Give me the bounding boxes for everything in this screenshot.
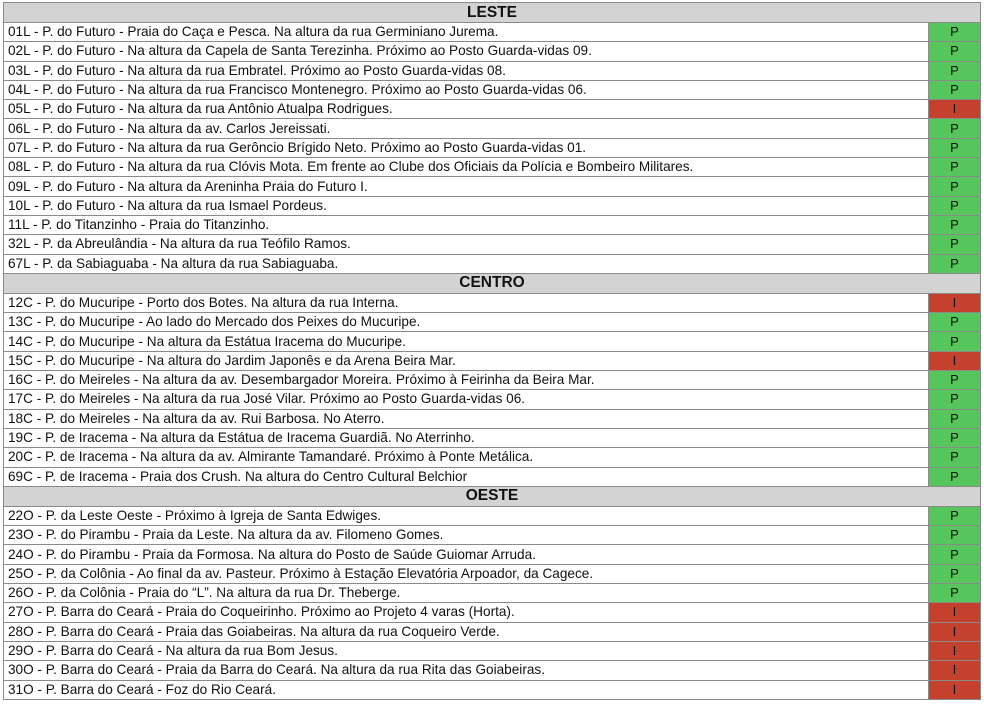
table-row <box>4 371 981 390</box>
table-row <box>4 661 981 680</box>
point-description: 15C - P. do Mucuripe - Na altura do Jardim Japonês e da Arena Beira Mar. <box>4 351 929 370</box>
section-header-oeste <box>4 486 981 506</box>
point-description: 10L - P. do Futuro - Na altura da rua Ismael Pordeus. <box>4 196 929 215</box>
point-description: 69C - P. de Iracema - Praia dos Crush. Na altura do Centro Cultural Belchior <box>4 467 929 486</box>
status-improper-badge: I <box>928 351 980 370</box>
section-header-leste <box>4 3 981 23</box>
status-proper-badge: P <box>928 235 980 254</box>
status-proper-badge: P <box>928 564 980 583</box>
table-row <box>4 158 981 177</box>
status-proper-badge: P <box>928 80 980 99</box>
point-description: 22O - P. da Leste Oeste - Próximo à Igreja de Santa Edwiges. <box>4 506 929 525</box>
status-improper-badge: I <box>928 680 980 699</box>
section-title: OESTE <box>4 486 981 506</box>
status-proper-badge: P <box>928 313 980 332</box>
point-description: 18C - P. do Meireles - Na altura da av. Rui Barbosa. No Aterro. <box>4 409 929 428</box>
point-description: 17C - P. do Meireles - Na altura da rua José Vilar. Próximo ao Posto Guarda-vidas 06. <box>4 390 929 409</box>
table-row <box>4 622 981 641</box>
table-row <box>4 313 981 332</box>
status-proper-badge: P <box>928 526 980 545</box>
status-proper-badge: P <box>928 138 980 157</box>
status-improper-badge: I <box>928 622 980 641</box>
point-description: 13C - P. do Mucuripe - Ao lado do Mercado dos Peixes do Mucuripe. <box>4 313 929 332</box>
point-description: 08L - P. do Futuro - Na altura da rua Clóvis Mota. Em frente ao Clube dos Oficiais da Polícia e Bombeiro Militares. <box>4 158 929 177</box>
point-description: 26O - P. da Colônia - Praia do “L”. Na altura da rua Dr. Theberge. <box>4 584 929 603</box>
table-row <box>4 80 981 99</box>
table-row <box>4 351 981 370</box>
status-proper-badge: P <box>928 409 980 428</box>
point-description: 16C - P. do Meireles - Na altura da av. Desembargador Moreira. Próximo à Feirinha da Beira Mar. <box>4 371 929 390</box>
status-proper-badge: P <box>928 254 980 273</box>
point-description: 04L - P. do Futuro - Na altura da rua Francisco Montenegro. Próximo ao Posto Guarda-vidas 06. <box>4 80 929 99</box>
point-description: 25O - P. da Colônia - Ao final da av. Pasteur. Próximo à Estação Elevatória Arpoador, da Cagece. <box>4 564 929 583</box>
point-description: 20C - P. de Iracema - Na altura da av. Almirante Tamandaré. Próximo à Ponte Metálica. <box>4 448 929 467</box>
point-description: 32L - P. da Abreulândia - Na altura da rua Teófilo Ramos. <box>4 235 929 254</box>
point-description: 02L - P. do Futuro - Na altura da Capela de Santa Terezinha. Próximo ao Posto Guarda-vidas 09. <box>4 42 929 61</box>
table-row <box>4 61 981 80</box>
status-improper-badge: I <box>928 661 980 680</box>
status-improper-badge: I <box>928 641 980 660</box>
table-row <box>4 177 981 196</box>
point-description: 29O - P. Barra do Ceará - Na altura da rua Bom Jesus. <box>4 641 929 660</box>
point-description: 28O - P. Barra do Ceará - Praia das Goiabeiras. Na altura da rua Coqueiro Verde. <box>4 622 929 641</box>
table-row <box>4 332 981 351</box>
status-improper-badge: I <box>928 293 980 312</box>
table-row <box>4 467 981 486</box>
table-row <box>4 545 981 564</box>
table-row <box>4 390 981 409</box>
point-description: 12C - P. do Mucuripe - Porto dos Botes. Na altura da rua Interna. <box>4 293 929 312</box>
status-proper-badge: P <box>928 371 980 390</box>
table-row <box>4 641 981 660</box>
point-description: 67L - P. da Sabiaguaba - Na altura da rua Sabiaguaba. <box>4 254 929 273</box>
table-row <box>4 448 981 467</box>
table-row <box>4 526 981 545</box>
table-row <box>4 409 981 428</box>
status-proper-badge: P <box>928 196 980 215</box>
section-header-centro <box>4 273 981 293</box>
point-description: 06L - P. do Futuro - Na altura da av. Carlos Jereissati. <box>4 119 929 138</box>
table-row <box>4 100 981 119</box>
table-row <box>4 23 981 42</box>
status-proper-badge: P <box>928 390 980 409</box>
status-proper-badge: P <box>928 428 980 447</box>
status-proper-badge: P <box>928 177 980 196</box>
status-proper-badge: P <box>928 119 980 138</box>
table-row <box>4 584 981 603</box>
point-description: 19C - P. de Iracema - Na altura da Estátua de Iracema Guardiã. No Aterrinho. <box>4 428 929 447</box>
table-row <box>4 215 981 234</box>
table-row <box>4 254 981 273</box>
point-description: 01L - P. do Futuro - Praia do Caça e Pesca. Na altura da rua Germiniano Jurema. <box>4 23 929 42</box>
section-title: CENTRO <box>4 273 981 293</box>
table-row <box>4 680 981 699</box>
point-description: 09L - P. do Futuro - Na altura da Areninha Praia do Futuro I. <box>4 177 929 196</box>
point-description: 27O - P. Barra do Ceará - Praia do Coqueirinho. Próximo ao Projeto 4 varas (Horta). <box>4 603 929 622</box>
status-proper-badge: P <box>928 215 980 234</box>
table-row <box>4 42 981 61</box>
table-row <box>4 506 981 525</box>
beach-quality-table <box>3 2 981 700</box>
point-description: 23O - P. do Pirambu - Praia da Leste. Na altura da av. Filomeno Gomes. <box>4 526 929 545</box>
status-proper-badge: P <box>928 332 980 351</box>
status-proper-badge: P <box>928 584 980 603</box>
point-description: 14C - P. do Mucuripe - Na altura da Estátua Iracema do Mucuripe. <box>4 332 929 351</box>
table-row <box>4 235 981 254</box>
status-improper-badge: I <box>928 100 980 119</box>
status-proper-badge: P <box>928 23 980 42</box>
table-row <box>4 564 981 583</box>
point-description: 05L - P. do Futuro - Na altura da rua Antônio Atualpa Rodrigues. <box>4 100 929 119</box>
status-proper-badge: P <box>928 42 980 61</box>
beach-quality-sheet <box>3 2 981 700</box>
point-description: 24O - P. do Pirambu - Praia da Formosa. Na altura do Posto de Saúde Guiomar Arruda. <box>4 545 929 564</box>
table-row <box>4 293 981 312</box>
table-row <box>4 603 981 622</box>
status-proper-badge: P <box>928 467 980 486</box>
status-improper-badge: I <box>928 603 980 622</box>
table-row <box>4 119 981 138</box>
section-title: LESTE <box>4 3 981 23</box>
point-description: 11L - P. do Titanzinho - Praia do Titanzinho. <box>4 215 929 234</box>
table-row <box>4 196 981 215</box>
point-description: 30O - P. Barra do Ceará - Praia da Barra do Ceará. Na altura da rua Rita das Goiabeiras. <box>4 661 929 680</box>
status-proper-badge: P <box>928 448 980 467</box>
point-description: 03L - P. do Futuro - Na altura da rua Embratel. Próximo ao Posto Guarda-vidas 08. <box>4 61 929 80</box>
status-proper-badge: P <box>928 158 980 177</box>
table-body <box>4 3 981 700</box>
point-description: 07L - P. do Futuro - Na altura da rua Gerôncio Brígido Neto. Próximo ao Posto Guarda-vidas 01. <box>4 138 929 157</box>
point-description: 31O - P. Barra do Ceará - Foz do Rio Ceará. <box>4 680 929 699</box>
status-proper-badge: P <box>928 61 980 80</box>
status-proper-badge: P <box>928 545 980 564</box>
table-row <box>4 138 981 157</box>
status-proper-badge: P <box>928 506 980 525</box>
table-row <box>4 428 981 447</box>
